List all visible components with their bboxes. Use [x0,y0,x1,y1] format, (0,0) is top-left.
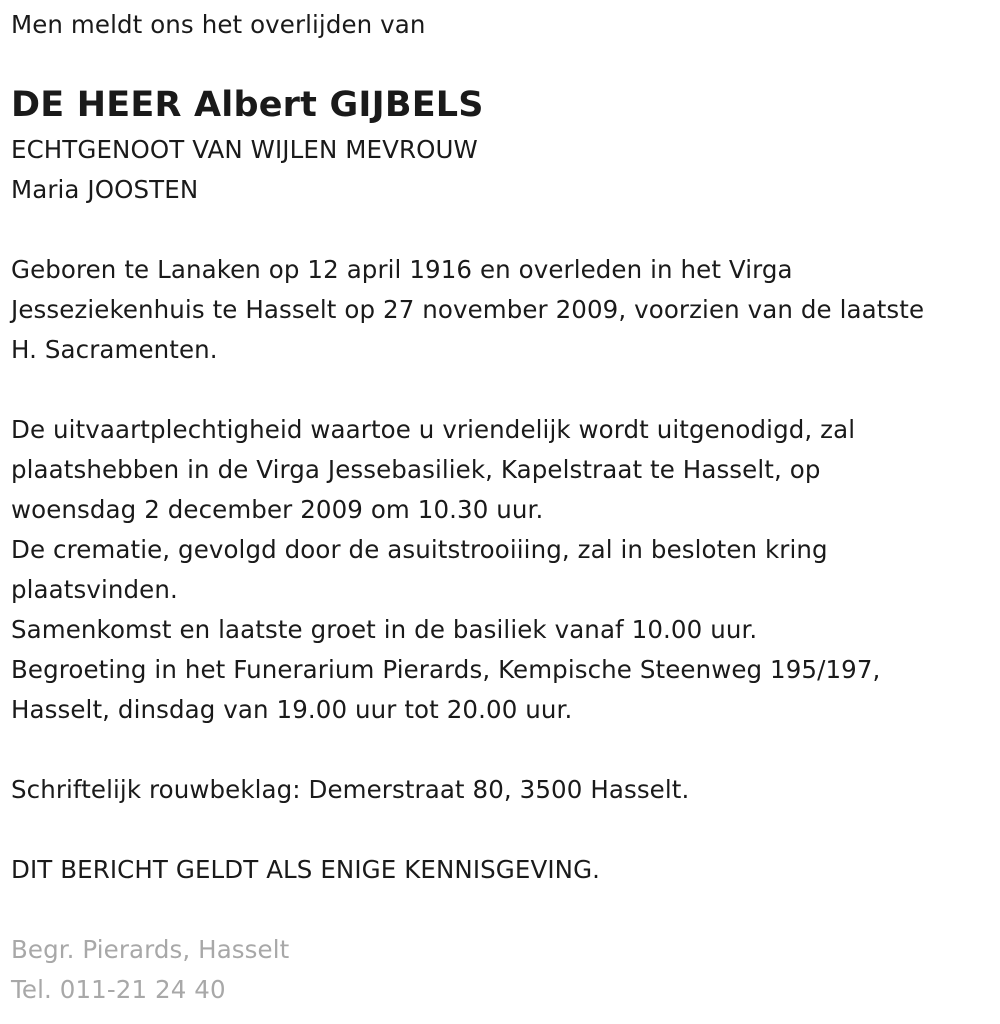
birth-death-paragraph [11,250,991,370]
paragraph-line: plaatsvinden. [11,575,178,604]
paragraph-line: De uitvaartplechtigheid waartoe u vriendelijk wordt uitgenodigd, zal [11,415,856,444]
deceased-name: DE HEER Albert GIJBELS [11,85,484,125]
spacer [11,890,991,930]
paragraph-line: woensdag 2 december 2009 om 10.30 uur. [11,495,544,524]
spouse-line-2: Maria JOOSTEN [11,175,199,204]
spacer [11,210,991,250]
paragraph-line: Geboren te Lanaken op 12 april 1916 en overleden in het Virga [11,255,793,284]
paragraph-line: De crematie, gevolgd door de asuitstrooiiing, zal in besloten kring [11,535,828,564]
condolences-address: Schriftelijk rouwbeklag: Demerstraat 80, 3500 Hasselt. [11,775,690,804]
ceremony-paragraph [11,410,991,730]
spacer [11,730,991,770]
paragraph-line: Begroeting in het Funerarium Pierards, Kempische Steenweg 195/197, [11,655,881,684]
obituary-notice [11,0,991,1010]
spacer [11,810,991,850]
undertaker-name: Begr. Pierards, Hasselt [11,935,290,964]
intro-text: Men meldt ons het overlijden van [11,10,426,39]
spacer [11,370,991,410]
paragraph-line: Samenkomst en laatste groet in de basiliek vanaf 10.00 uur. [11,615,758,644]
spouse-line-1: ECHTGENOOT VAN WIJLEN MEVROUW [11,135,478,164]
undertaker-phone: Tel. 011-21 24 40 [11,975,226,1004]
paragraph-line: plaatshebben in de Virga Jessebasiliek, Kapelstraat te Hasselt, op [11,455,821,484]
paragraph-line: Jesseziekenhuis te Hasselt op 27 november 2009, voorzien van de laatste [11,295,925,324]
paragraph-line: H. Sacramenten. [11,335,218,364]
official-notice: DIT BERICHT GELDT ALS ENIGE KENNISGEVING. [11,855,601,884]
paragraph-line: Hasselt, dinsdag van 19.00 uur tot 20.00 uur. [11,695,573,724]
